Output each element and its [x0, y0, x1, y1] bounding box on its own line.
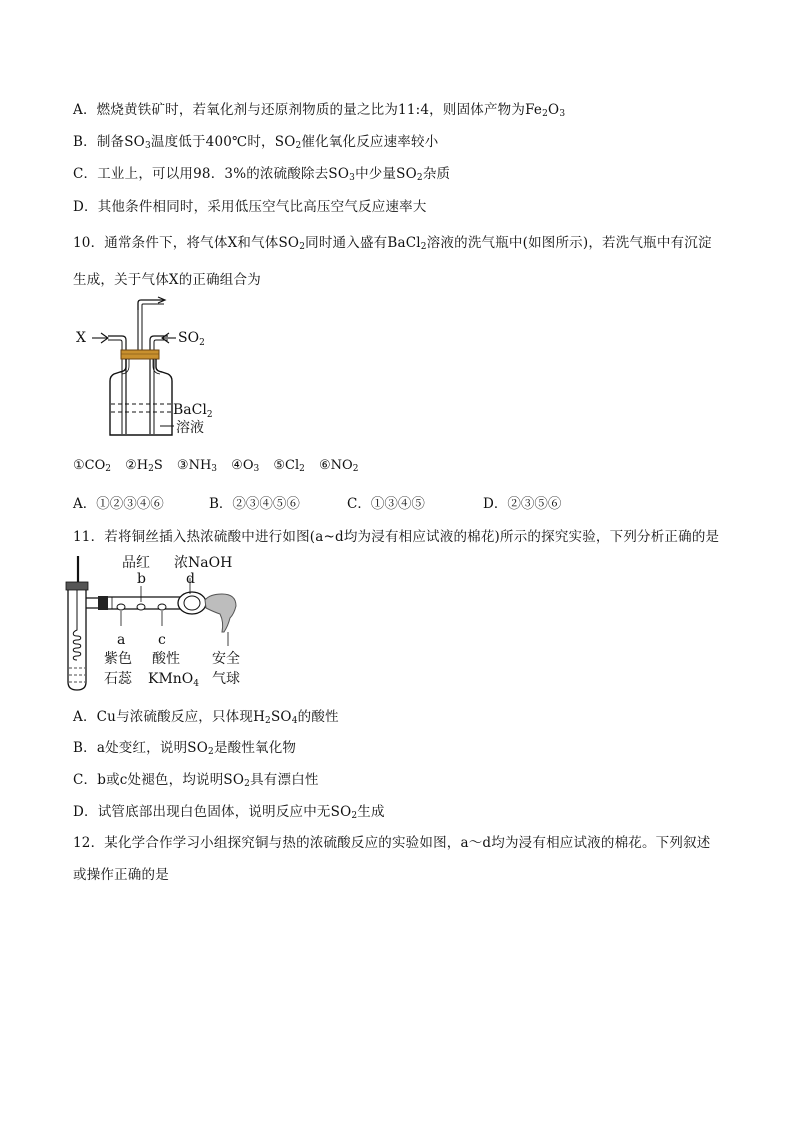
text: 的酸性: [297, 709, 339, 725]
text: B．制备SO: [73, 134, 145, 150]
circled-number: ④: [231, 458, 243, 473]
rubber-stopper: [121, 350, 159, 359]
subscript: 2: [265, 716, 271, 726]
letter-c: c: [158, 632, 166, 648]
letter-a: a: [117, 632, 126, 648]
text: B．a处变红，说明SO: [73, 740, 208, 756]
gas-item: [73, 457, 111, 475]
label-x: X: [76, 330, 86, 346]
connector: [98, 596, 108, 610]
q11-option-b: [73, 739, 296, 757]
gas-item: [177, 457, 217, 475]
subscript: 3: [211, 464, 218, 474]
text: 同时通入盛有BaCl: [305, 235, 421, 251]
circled-number: ①: [73, 458, 85, 473]
subscript: 2: [105, 464, 111, 474]
cotton-b: [137, 604, 145, 610]
label-pinhong: 品红: [122, 555, 150, 571]
subscript: 3: [559, 109, 566, 119]
subscript: 4: [291, 716, 298, 726]
q10-options: [73, 495, 561, 513]
label-kmno4: [148, 671, 199, 689]
gas-item: [231, 457, 259, 475]
q9-option-d: D．其他条件相同时，采用低压空气比高压空气反应速率大: [73, 199, 427, 215]
label-balloon: 气球: [212, 671, 240, 687]
q9-option-b: [73, 133, 438, 151]
text: 是酸性氧化物: [213, 740, 297, 756]
gas-washing-bottle-figure: [72, 294, 232, 442]
subscript: 2: [416, 173, 423, 183]
circled-number: ③: [176, 458, 189, 473]
letter-b: b: [137, 571, 146, 587]
subscript: 2: [542, 109, 549, 119]
q9-option-a: [73, 101, 565, 119]
q11-option-c: [73, 771, 319, 789]
label-purple: 紫色: [104, 651, 132, 667]
subscript: 4: [193, 679, 200, 689]
subscript: 2: [299, 464, 305, 474]
q10-gas-list: [73, 457, 358, 475]
letter-d: d: [186, 571, 195, 587]
text: A．Cu与浓硫酸反应，只体现H: [73, 709, 266, 725]
text: KMnO: [148, 671, 194, 687]
q11-option-d: [73, 803, 385, 821]
q10-option-c: C．①③④⑤: [347, 496, 425, 512]
label-conc-naoh: 浓NaOH: [174, 555, 233, 571]
tube-stopper: [66, 582, 88, 590]
text: 催化氧化反应速率较小: [301, 134, 439, 150]
circled-number: ⑤: [273, 458, 286, 473]
q10-option-a: A．①②③④⑥: [73, 496, 164, 512]
text: BaCl: [173, 402, 207, 418]
gas-formula: O: [242, 458, 254, 473]
subscript: 2: [352, 464, 359, 474]
text: C．工业上，可以用98．3%的浓硫酸除去SO: [73, 166, 350, 182]
text: 具有漂白性: [250, 772, 319, 788]
text: 溶液的洗气瓶中(如图所示)，若洗气瓶中有沉淀: [426, 235, 712, 251]
text: 生成: [357, 804, 385, 820]
gas-formula: CO: [84, 458, 106, 473]
gas-formula: NH: [188, 458, 212, 473]
q9-option-c: [73, 165, 450, 183]
cotton-a: [117, 604, 125, 610]
q10-stem-line2: 生成，关于气体X的正确组合为: [73, 272, 261, 288]
gas-item: [319, 457, 358, 475]
q11-option-a: [73, 708, 339, 726]
text: C．b或c处褪色，均说明SO: [73, 772, 245, 788]
text: D．试管底部出现白色固体，说明反应中无SO: [73, 804, 352, 820]
text: 中少量SO: [355, 166, 417, 182]
q10-option-b: B．②③④⑤⑥: [209, 496, 300, 512]
subscript: 2: [148, 464, 154, 474]
text: 温度低于400℃时，SO: [150, 134, 296, 150]
subscript: 2: [206, 410, 213, 420]
gas-formula: H: [136, 458, 149, 473]
circled-number: ⑥: [319, 458, 331, 473]
subscript: 2: [199, 338, 205, 348]
copper-sulfuric-acid-apparatus-figure: [64, 550, 260, 696]
subscript: 2: [420, 242, 427, 252]
gas-formula: NO: [330, 458, 353, 473]
gas-item: [125, 457, 163, 475]
q10-stem-line1: [73, 234, 712, 252]
subscript: 2: [299, 242, 306, 252]
text: 10．通常条件下，将气体X和气体SO: [73, 235, 300, 251]
q11-stem: 11．若将铜丝插入热浓硫酸中进行如图(a~d均为浸有相应试液的棉花)所示的探究实验，下列分析正确的是: [73, 529, 720, 545]
subscript: 2: [208, 747, 214, 757]
text: O: [548, 102, 560, 118]
gas-item: [273, 457, 305, 475]
gas-formula: Cl: [285, 458, 300, 473]
text: SO: [178, 330, 200, 346]
label-so2: [178, 330, 205, 348]
subscript: 2: [295, 141, 302, 151]
subscript: 2: [244, 779, 251, 789]
label-safety: 安全: [212, 651, 240, 667]
copper-coil: [73, 590, 81, 660]
label-bacl2: [173, 402, 213, 420]
q12-stem-line1: 12．某化学合作学习小组探究铜与热的浓硫酸反应的实验如图，a～d均为浸有相应试液的棉花。下列叙述: [73, 835, 711, 851]
label-litmus: 石蕊: [104, 671, 132, 687]
label-solution: 溶液: [176, 420, 204, 436]
subscript: 3: [144, 141, 151, 151]
text: 杂质: [422, 166, 451, 182]
label-acidic: 酸性: [152, 651, 180, 667]
gas-formula-tail: S: [153, 458, 163, 473]
subscript: 3: [253, 464, 260, 474]
q10-option-d: D．②③⑤⑥: [483, 496, 562, 512]
subscript: 2: [351, 811, 358, 821]
text: A．燃烧黄铁矿时，若氧化剂与还原剂物质的量之比为11:4，则固体产物为Fe: [73, 102, 543, 118]
subscript: 3: [349, 173, 356, 183]
cotton-c: [158, 604, 166, 610]
text: SO: [270, 709, 292, 725]
safety-balloon: [205, 594, 236, 632]
q12-stem-line2: 或操作正确的是: [73, 867, 169, 883]
circled-number: ②: [125, 458, 137, 473]
bottle: [110, 359, 172, 435]
